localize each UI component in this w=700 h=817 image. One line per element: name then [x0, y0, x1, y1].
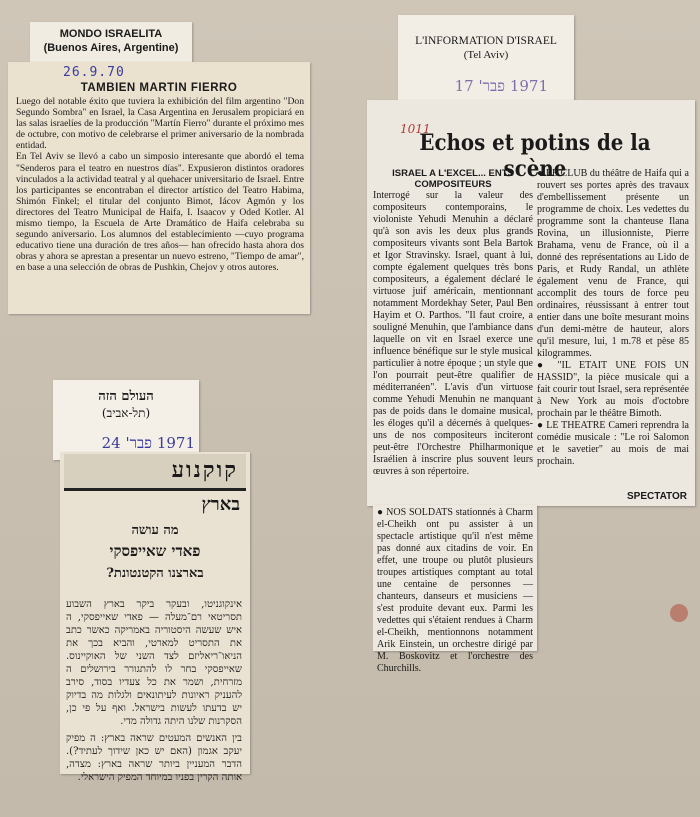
- article-headline: Echos et potins de la scène: [419, 130, 651, 182]
- mondo-israelita-clipping: [8, 62, 310, 314]
- information-israel-clipping-main: [367, 100, 695, 506]
- binder-hole: [670, 604, 688, 622]
- column-title: קוקנוע: [171, 457, 238, 483]
- headline-line: בארצנו הקטנטונת?: [106, 566, 204, 581]
- source-place: (Buenos Aires, Argentine): [43, 42, 179, 54]
- date-stamp: 26.9.70: [63, 65, 125, 80]
- byline: SPECTATOR: [626, 491, 687, 502]
- pencil-annotation: 1011: [400, 122, 431, 136]
- section-label: בארץ: [201, 494, 240, 515]
- headline-line: פאדי שאייפסקי: [109, 542, 201, 560]
- article-paragraph: אינקוגניטו, ובעקר ביקר בארץ השבוע תסריטאי רם־מעלה — פאדי שאייפסקי, ה איש שעשה היסטוריה באמריקה כאשר כתב את התסריט למארטי, והביא בכך את הניאו־ריאליזם לצד השני של האוקיינוס. שאייפסקי בחר לו להתגורר בירושלים ה מזרחית, ושמר את כל צעדיו בסוד, סירב להעניק ראיונות לעיתונאים ולגלות מה בדיוק יש בדעתו לעשות בישראל. ואף על פי כן, הסקרנות שלנו היתה גדולה מדי.: [66, 599, 242, 727]
- source-name: העולם הזה: [98, 389, 154, 404]
- source-place: (Tel Aviv): [463, 49, 509, 61]
- date-stamp: 1971 פבר' 17: [454, 77, 548, 95]
- information-israel-source-label: [398, 15, 574, 107]
- source-place: (תל-אביב): [101, 406, 151, 420]
- article-paragraph: En Tel Aviv se llevó a cabo un simposio interesante que abordó el tema "Senderos para el teatro en nuestros días". Expusieron distintos oradores vinculados a la actividad teatral y al quehacer universitario de Israel. Entre los participantes se encontraban el director artístico del Teatro Habima, Shimón Finkel; el titular del conjunto Bimot, Iácov Agmón y los directores del Teatro Municipal de Haifa, I. Isaacov y Oded Kotler. Al mismo tiempo, la Escuela de Arte Dramático de Haifa celebraba su segundo aniversario. Los alumnos del establecimiento —cuyo programa educativo tiene una duración de tres años— han ofrecido hasta ahora dos obras y ahora se aprestan a presentar un nuevo estreno, "Tiempo de amar", en base a una selección de obras de Pushkin, Chejov y otros autores.: [16, 151, 304, 274]
- article-paragraph: Luego del notable éxito que tuviera la exhibición del film argentino "Don Segundo Sombra" en Israel, la Casa Argentina en Jerusalem propiciará en las salas israelíes de la producción "Martín Fierro" durante el próximo mes de octubre, con motivo de celebrarse el primer aniversario de la nombrada entidad.: [16, 96, 304, 152]
- article-paragraph: ● "IL ETAIT UNE FOIS UN HASSID", la pièce musicale qui a fait courir tout Israel, sera représentée à New York au mois d'octobre prochain par le théâtre Bimoth.: [537, 360, 689, 419]
- article-paragraph: ● LE THEATRE Cameri reprendra la comédie musicale : "Le roi Salomon et le savetier" au mois de mai prochain.: [537, 420, 689, 467]
- section-heading: ISRAEL A L'EXCEL... ENTS COMPOSITEURS: [392, 168, 514, 190]
- article-paragraph: Interrogé sur la valeur des compositeurs contemporains, le violoniste Yehudi Menuhin a déclaré qu'à son avis les deux plus grands compositeurs vivants sont Bela Bartok et Igor Stravinsky. Israel, quant à lui, compte également quelques très bons compositeurs, a également déclaré le virtuose juif américain, mentionnant notamment Mordekhay Seter, Paul Ben Hayim et O. Parthos. "Il faut croire, a souligné Menuhin, que l'ambiance dans laquelle on vit en Israel exerce une influence bénéfique sur le style musical particulier à notre époque ; un style que l'on pourrait peut-être qualifier de méditerranéen". L'avis d'un virtuose comme Yehudi Menuhin ne manquant pas de poids dans le domaine musical, les éloges qu'il a décernés à quelques-uns de nos compositeurs inciteront peut-être l'Orchestre Philharmonique Israélien à inscrire plus souvent leurs œuvres à son répertoire.: [373, 190, 533, 477]
- information-israel-clipping-continuation: [373, 505, 537, 674]
- haolam-hazeh-source-label: [53, 380, 199, 460]
- date-stamp: 1971 פבר' 24: [101, 434, 195, 452]
- article-paragraph: ● LE CLUB du théâtre de Haifa qui a rouvert ses portes après des travaux d'embellissement présente un programme de choix. Les vedettes du programme sont la chanteuse Ilana Rovina, un illusionniste, Pierre Brahama, venu de France, où il a donné des représentations au Lido de Paris, et Rudy Randal, un athlète également venu de France, qui accomplit des tours de force peu ordinaires, réussissant à entrer tout entier dans une boîte mesurant moins d'un demi-mètre de hauteur, alors qu'il mesure, lui, 1 m.78 et pèse 85 kilogrammes.: [537, 168, 689, 359]
- haolam-hazeh-clipping: [60, 452, 250, 783]
- article-paragraph: בין האנשים המעטים שראה בארץ: ה מפיק יעקב אגמון (האם יש כאן שידוך לעתיד?). הדבר המעניין ביותר שראה בארץ: מצדה, אותה הקרין בפניו במיוחד המפיק הישראלי.: [66, 733, 242, 783]
- article-headline: TAMBIEN MARTIN FIERRO: [80, 82, 238, 94]
- source-name: L'INFORMATION D'ISRAEL: [415, 35, 557, 47]
- article-paragraph: ● NOS SOLDATS stationnés à Charm el-Cheikh ont pu assister à un spectacle artistique qu'il n'est même pas donné aux citadins de voir. En effet, une troupe ou plutôt plusieurs troupes artistiques comptant au total une centaine de personnes — chanteurs, danseurs et musiciens — s'est produite devant eux. Parmi les vedettes qui s'étaient rendues à Charm el-Cheikh, mentionnons notamment Arik Einstein, un orchestre dirigé par M. Boskovitz et l'orchestre des Churchills.: [377, 507, 533, 674]
- headline-line: מה עושה: [131, 523, 179, 538]
- source-name: MONDO ISRAELITA: [59, 28, 163, 40]
